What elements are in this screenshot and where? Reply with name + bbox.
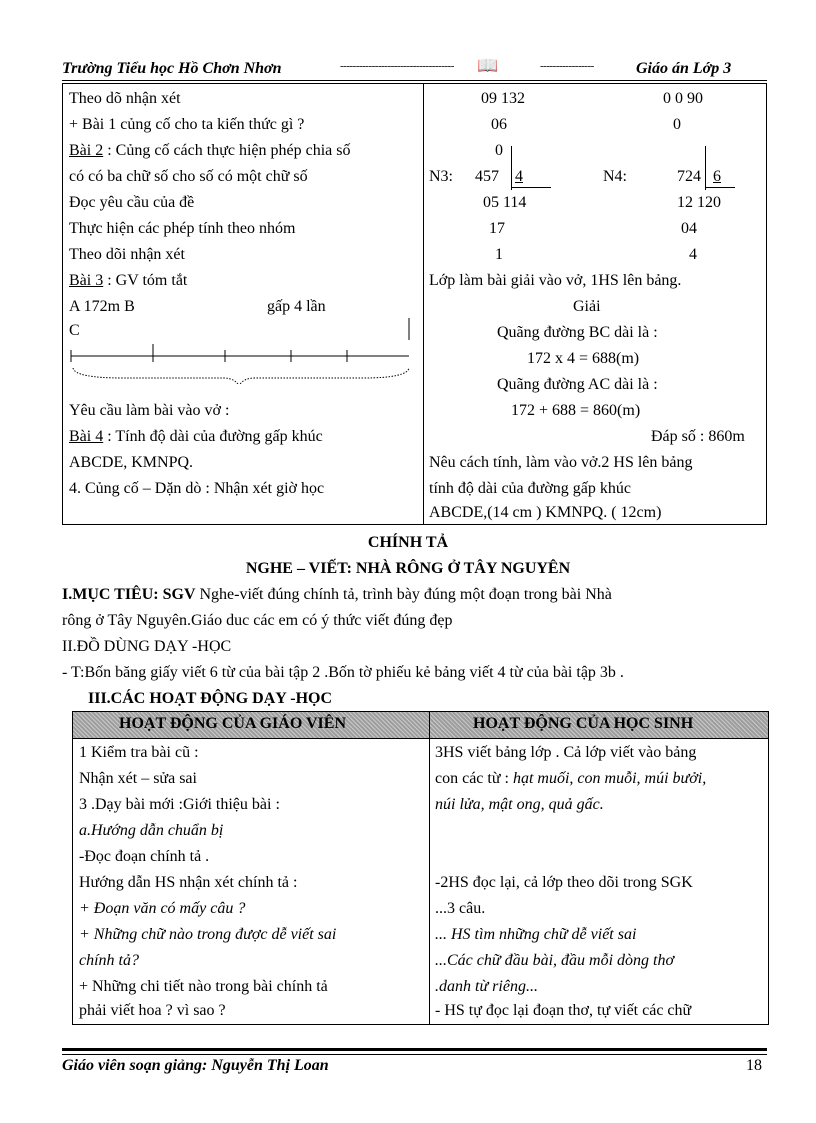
- gv-10: + Những chi tiết nào trong bài chính tả: [79, 978, 328, 995]
- hs-9: - HS tự đọc lại đoạn thơ, tự viết các chữ: [435, 1002, 692, 1019]
- page-number: 18: [746, 1057, 762, 1074]
- t1-right-r5a: 05 114: [483, 194, 527, 211]
- t1-left-9: A 172m B: [69, 298, 135, 315]
- bai4-label: Bài 4: [69, 428, 104, 445]
- t1-right-r1b: 0 0 90: [663, 90, 703, 107]
- hs-1: 3HS viết bảng lớp . Cả lớp viết vào bảng: [435, 744, 697, 761]
- footer-rule-thick: [62, 1048, 767, 1051]
- t1-right-r14: Đáp số : 860m: [651, 428, 745, 445]
- gv-2: Nhận xét – sửa sai: [79, 770, 197, 787]
- n3-div-line: [511, 187, 551, 188]
- header-teacher: HOẠT ĐỘNG CỦA GIÁO VIÊN: [119, 715, 346, 732]
- bai3-text: : GV tóm tắt: [103, 272, 188, 289]
- hs-6: ... HS tìm những chữ dễ viết sai: [435, 926, 637, 943]
- t1-right-r8: Lớp làm bài giải vào vở, 1HS lên bảng.: [429, 272, 682, 289]
- t1-left-6: Thực hiện các phép tính theo nhóm: [69, 220, 296, 237]
- t1-right-r6a: 17: [489, 220, 505, 237]
- muctieu-line-1: [62, 586, 612, 604]
- t1-right-n3div: 4: [515, 168, 523, 185]
- header-ornament: [477, 56, 498, 76]
- t1-right-r3a: 0: [495, 142, 503, 159]
- t1-left-12: [69, 428, 323, 446]
- n4-div-line: [705, 187, 735, 188]
- section-title-1: CHÍNH TẢ: [367, 534, 449, 551]
- dodung-heading: II.ĐỒ DÙNG DẠY -HỌC: [62, 638, 232, 655]
- header-subject: Giáo án Lớp 3: [636, 60, 732, 77]
- header-student: HOẠT ĐỘNG CỦA HỌC SINH: [473, 715, 694, 732]
- t1-right-r10: Quãng đường BC dài là :: [497, 324, 658, 341]
- hs-3: núi lửa, mật ong, quả gấc.: [435, 796, 604, 813]
- header-dashes-right: -----------------: [540, 60, 594, 72]
- footer-rule-thin: [62, 1054, 767, 1055]
- t1-left-8: [69, 272, 187, 290]
- n4-div-bar: [705, 146, 706, 190]
- t1-right-r7a: 1: [495, 246, 503, 263]
- t1-left-9b: gấp 4 lần: [267, 298, 326, 315]
- gv-1: 1 Kiểm tra bài cũ :: [79, 744, 199, 761]
- gv-4: a.Hướng dẫn chuẩn bị: [79, 822, 224, 839]
- hs-4: -2HS đọc lại, cả lớp theo dõi trong SGK: [435, 874, 693, 891]
- t1-right-r15: Nêu cách tính, làm vào vở.2 HS lên bảng: [429, 454, 693, 471]
- bai3-label: Bài 3: [69, 272, 104, 289]
- gv-9: chính tả?: [79, 952, 139, 969]
- t1-right-r2a: 06: [491, 116, 507, 133]
- t1-right-n3num: 457: [475, 168, 499, 185]
- header-school: Trường Tiểu học Hồ Chơn Nhơn: [62, 60, 282, 77]
- hs-8: .danh từ riêng...: [435, 978, 538, 995]
- hs-2: [435, 770, 706, 788]
- t1-left-2: + Bài 1 củng cố cho ta kiến thức gì ?: [69, 116, 305, 133]
- bai2-text: : Củng cố cách thực hiện phép chia số: [103, 142, 351, 159]
- dodung-item: - T:Bốn băng giấy viết 6 từ của bài tập 2 .Bốn tờ phiếu kẻ bảng viết 4 từ của bài tập 3b .: [62, 664, 624, 681]
- hs-2-words: hạt muối, con muỗi, múi bưởi,: [512, 770, 707, 787]
- t1-left-5: Đọc yêu cầu của đề: [69, 194, 195, 211]
- gv-8: + Những chữ nào trong được dễ viết sai: [79, 926, 337, 943]
- lesson-table-1: [62, 83, 767, 525]
- t1-right-n4div: 6: [713, 168, 721, 185]
- gv-7: + Đoạn văn có mấy câu ?: [79, 900, 246, 917]
- book-icon: 📖: [477, 56, 499, 75]
- t1-right-r13: 172 + 688 = 860(m): [511, 402, 641, 419]
- hs-2-prefix: con các từ :: [435, 770, 513, 787]
- header-dashes-left: ------------------------------------: [340, 60, 454, 72]
- hs-7: ...Các chữ đầu bài, đầu mỗi dòng thơ: [435, 952, 675, 969]
- t1-right-n3: N3:: [429, 168, 453, 185]
- t1-left-4: có có ba chữ số cho số có một chữ số: [69, 168, 308, 185]
- diagram-brace: [73, 368, 409, 384]
- t1-left-7: Theo dõi nhận xét: [69, 246, 185, 263]
- table2-divider: [429, 712, 430, 1024]
- gv-3: 3 .Dạy bài mới :Giới thiệu bài :: [79, 796, 280, 813]
- t1-right-r6b: 04: [681, 220, 697, 237]
- t1-left-10: C: [69, 322, 80, 339]
- t1-left-3: [69, 142, 350, 160]
- t1-left-11: Yêu cầu làm bài vào vở :: [69, 402, 230, 419]
- n3-div-bar: [511, 146, 512, 190]
- segment-diagram: [63, 314, 423, 384]
- t1-right-r11: 172 x 4 = 688(m): [527, 350, 640, 367]
- muctieu-line-2: rông ở Tây Nguyên.Giáo duc các em có ý thức viết đúng đẹp: [62, 612, 453, 629]
- bai2-label: Bài 2: [69, 142, 104, 159]
- t1-left-13: ABCDE, KMNPQ.: [69, 454, 194, 471]
- t1-right-n4: N4:: [603, 168, 627, 185]
- t1-right-r17: ABCDE,(14 cm ) KMNPQ. ( 12cm): [429, 504, 662, 521]
- t1-right-r2b: 0: [673, 116, 681, 133]
- t1-right-r5b: 12 120: [677, 194, 721, 211]
- t1-right-r12: Quãng đường AC dài là :: [497, 376, 658, 393]
- t1-right-r7b: 4: [689, 246, 697, 263]
- gv-5: -Đọc đoạn chính tả .: [79, 848, 210, 865]
- activity-table: [72, 711, 769, 1025]
- hoatdong-heading: III.CÁC HOẠT ĐỘNG DẠY -HỌC: [88, 690, 333, 707]
- t1-right-r1a: 09 132: [481, 90, 525, 107]
- hs-5: ...3 câu.: [435, 900, 486, 917]
- section-title-2: NGHE – VIẾT: NHÀ RÔNG Ở TÂY NGUYÊN: [245, 560, 571, 577]
- t1-right-r9: Giải: [573, 298, 601, 315]
- gv-11: phải viết hoa ? vì sao ?: [79, 1002, 226, 1019]
- gv-6: Hướng dẫn HS nhận xét chính tả :: [79, 874, 298, 891]
- activity-table-header: [73, 712, 768, 739]
- footer-author: Giáo viên soạn giảng: Nguyễn Thị Loan: [62, 1057, 329, 1074]
- bai4-text: : Tính độ dài của đường gấp khúc: [103, 428, 323, 445]
- t1-right-n4num: 724: [677, 168, 701, 185]
- t1-right-r16: tính độ dài của đường gấp khúc: [429, 480, 631, 497]
- t1-left-14: 4. Củng cố – Dặn dò : Nhận xét giờ học: [69, 480, 325, 497]
- muctieu-text: Nghe-viết đúng chính tả, trình bày đúng một đoạn trong bài Nhà: [195, 586, 612, 603]
- t1-left-1: Theo dõ nhận xét: [69, 90, 181, 107]
- header-rule: [62, 80, 767, 81]
- table1-divider: [423, 84, 424, 524]
- muctieu-label: I.MỤC TIÊU: SGV: [62, 586, 196, 603]
